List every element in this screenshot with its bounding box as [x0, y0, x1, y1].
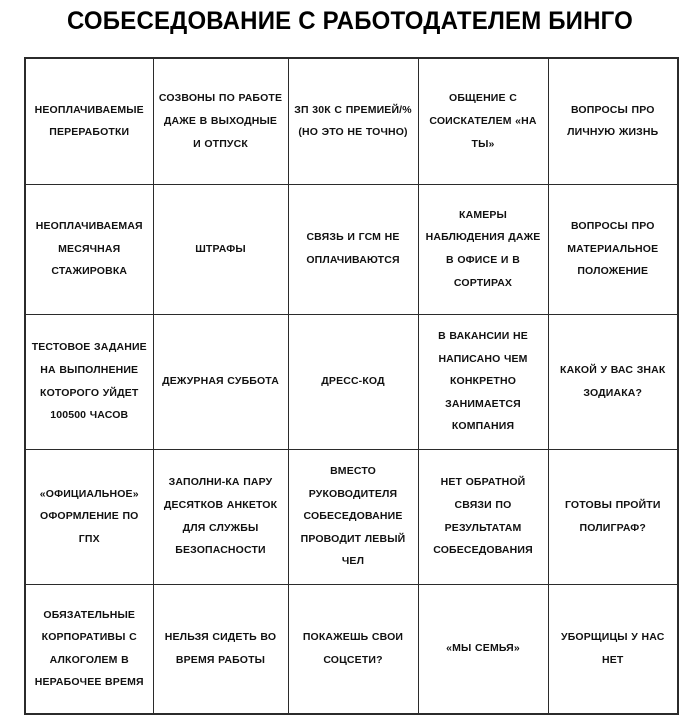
bingo-cell-3-3[interactable] [418, 449, 548, 584]
bingo-cell-label: ДРЕСС-КОД [321, 375, 385, 388]
bingo-cell-label: ЗП 30К С ПРЕМИЕЙ/% (НО ЭТО НЕ ТОЧНО) [294, 103, 412, 139]
bingo-cell-2-2[interactable] [288, 314, 418, 449]
bingo-cell-4-4[interactable] [548, 584, 678, 714]
bingo-cell-label: ДЕЖУРНАЯ СУББОТА [162, 375, 279, 388]
bingo-cell-2-0[interactable] [25, 314, 153, 449]
bingo-cell-label: ЗАПОЛНИ-КА ПАРУ ДЕСЯТКОВ АНКЕТОК ДЛЯ СЛУЖБЫ БЕЗОПАСНОСТИ [163, 476, 278, 557]
bingo-cell-label: ШТРАФЫ [195, 242, 246, 255]
bingo-cell-label: НЕОПЛАЧИВАЕМАЯ МЕСЯЧНАЯ СТАЖИРОВКА [35, 220, 143, 278]
bingo-cell-label: ОБЩЕНИЕ С СОИСКАТЕЛЕМ «НА ТЫ» [429, 92, 537, 150]
table-row [25, 584, 678, 714]
bingo-cell-1-3[interactable] [418, 184, 548, 314]
bingo-cell-0-0[interactable] [25, 58, 153, 184]
bingo-cell-1-2[interactable] [288, 184, 418, 314]
page-title: СОБЕСЕДОВАНИЕ С РАБОТОДАТЕЛЕМ БИНГО [67, 7, 633, 35]
bingo-grid [24, 57, 679, 715]
bingo-cell-2-4[interactable] [548, 314, 678, 449]
bingo-cell-2-3[interactable] [418, 314, 548, 449]
bingo-cell-0-4[interactable] [548, 58, 678, 184]
bingo-cell-0-2[interactable] [288, 58, 418, 184]
bingo-cell-4-2[interactable] [288, 584, 418, 714]
table-row [25, 184, 678, 314]
table-row [25, 58, 678, 184]
bingo-cell-label: СВЯЗЬ И ГСМ НЕ ОПЛАЧИВАЮТСЯ [306, 231, 400, 266]
bingo-grid-container [24, 57, 677, 713]
bingo-cell-3-1[interactable] [153, 449, 288, 584]
table-row [25, 314, 678, 449]
bingo-cell-1-4[interactable] [548, 184, 678, 314]
table-row [25, 449, 678, 584]
bingo-cell-label: ТЕСТОВОЕ ЗАДАНИЕ НА ВЫПОЛНЕНИЕ КОТОРОГО УЙДЕТ 100500 ЧАСОВ [31, 341, 147, 422]
bingo-cell-label: НЕТ ОБРАТНОЙ СВЯЗИ ПО РЕЗУЛЬТАТАМ СОБЕСЕДОВАНИЯ [433, 476, 533, 557]
bingo-cell-1-1[interactable] [153, 184, 288, 314]
bingo-cell-label: НЕЛЬЗЯ СИДЕТЬ ВО ВРЕМЯ РАБОТЫ [164, 631, 277, 666]
bingo-cell-label: КАКОЙ У ВАС ЗНАК ЗОДИАКА? [560, 363, 666, 399]
bingo-cell-label: ОБЯЗАТЕЛЬНЫЕ КОРПОРАТИВЫ С АЛКОГОЛЕМ В НЕРАБОЧЕЕ ВРЕМЯ [34, 608, 144, 689]
bingo-cell-label: СОЗВОНЫ ПО РАБОТЕ ДАЖЕ В ВЫХОДНЫЕ И ОТПУСК [158, 92, 283, 150]
bingo-cell-4-3[interactable] [418, 584, 548, 714]
bingo-cell-3-4[interactable] [548, 449, 678, 584]
bingo-cell-3-0[interactable] [25, 449, 153, 584]
bingo-cell-label: УБОРЩИЦЫ У НАС НЕТ [561, 631, 665, 666]
bingo-cell-1-0[interactable] [25, 184, 153, 314]
bingo-cell-2-1[interactable] [153, 314, 288, 449]
bingo-cell-label: «МЫ СЕМЬЯ» [446, 642, 520, 655]
bingo-cell-label: «ОФИЦИАЛЬНОЕ» ОФОРМЛЕНИЕ ПО ГПХ [39, 487, 139, 545]
bingo-cell-label: ВОПРОСЫ ПРО МАТЕРИАЛЬНОЕ ПОЛОЖЕНИЕ [567, 220, 659, 278]
bingo-cell-4-0[interactable] [25, 584, 153, 714]
bingo-cell-label: В ВАКАНСИИ НЕ НАПИСАНО ЧЕМ КОНКРЕТНО ЗАНИМАЕТСЯ КОМПАНИЯ [438, 330, 528, 433]
bingo-cell-label: ПОКАЖЕШЬ СВОИ СОЦСЕТИ? [302, 631, 404, 666]
bingo-cell-label: КАМЕРЫ НАБЛЮДЕНИЯ ДАЖЕ В ОФИСЕ И В СОРТИРАХ [425, 208, 541, 289]
bingo-cell-0-1[interactable] [153, 58, 288, 184]
bingo-cell-3-2[interactable] [288, 449, 418, 584]
bingo-cell-label: ГОТОВЫ ПРОЙТИ ПОЛИГРАФ? [564, 498, 661, 534]
bingo-cell-label: ВМЕСТО РУКОВОДИТЕЛЯ СОБЕСЕДОВАНИЕ ПРОВОДИТ ЛЕВЫЙ ЧЕЛ [300, 465, 406, 568]
bingo-cell-0-3[interactable] [418, 58, 548, 184]
bingo-cell-4-1[interactable] [153, 584, 288, 714]
bingo-cell-label: НЕОПЛАЧИВАЕМЫЕ ПЕРЕРАБОТКИ [34, 103, 144, 139]
bingo-cell-label: ВОПРОСЫ ПРО ЛИЧНУЮ ЖИЗНЬ [567, 103, 659, 139]
